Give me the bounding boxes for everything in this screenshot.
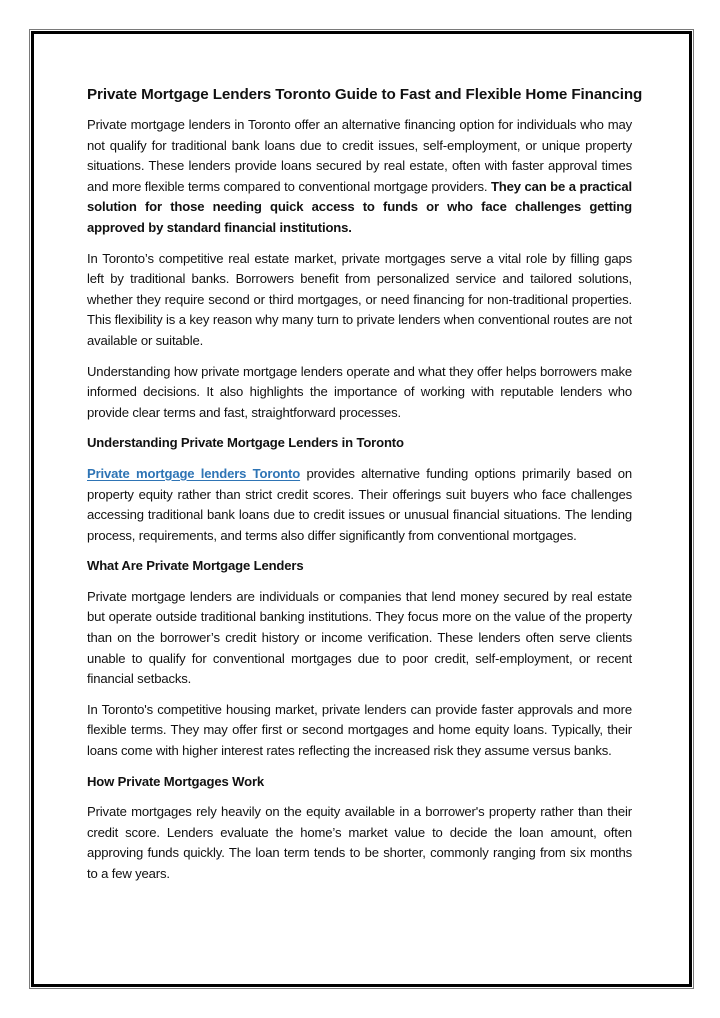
paragraph-lenders-toronto (87, 464, 632, 546)
intro-bold-text: They can be a practical solution for those needing quick access to funds or who face challenges getting approved by standard financial institutions. (87, 178, 632, 235)
document-title: Private Mortgage Lenders Toronto Guide to Fast and Flexible Home Financing (87, 86, 643, 103)
document-content (87, 86, 643, 895)
private-mortgage-lenders-link[interactable]: Private mortgage lenders Toronto (87, 465, 301, 481)
paragraph-market-role: In Toronto’s competitive real estate market, private mortgages serve a vital role by filling gaps left by traditional banks. Borrowers benefit from personalized service and tailored solutions, whether they require second or third mortgages, or need financing for non-traditional properties. This flexibility is a key reason why many turn to private lenders when conventional routes are not available or suitable. (87, 250, 632, 348)
intro-paragraph (87, 115, 632, 239)
intro-text: Private mortgage lenders in Toronto offer an alternative financing option for individuals who may not qualify for traditional bank loans due to credit issues, self-employment, or unique property situations. These lenders provide loans secured by real estate, often with faster approval times and more flexible terms compared to conventional mortgage providers. (87, 117, 632, 194)
paragraph-what-are-2: In Toronto's competitive housing market, private lenders can provide faster approvals and more flexible terms. They may offer first or second mortgages and home equity loans. Typically, their loans come with higher interest rates reflecting the increased risk they assume versus banks. (87, 701, 632, 759)
section-heading-how-work: How Private Mortgages Work (87, 773, 265, 789)
section-heading-what-are: What Are Private Mortgage Lenders (87, 558, 304, 574)
paragraph-understanding: Understanding how private mortgage lenders operate and what they offer helps borrowers make informed decisions. It also highlights the importance of working with reputable lenders who provide clear terms and fast, straightforward processes. (87, 363, 632, 420)
paragraph-what-are-1: Private mortgage lenders are individuals or companies that lend money secured by real estate but operate outside traditional banking institutions. They focus more on the value of the property than on the borrower’s credit history or income verification. These lenders often serve clients unable to qualify for conventional mortgages due to poor credit, self-employment, or recent financial setbacks. (87, 588, 632, 687)
section-heading-understanding: Understanding Private Mortgage Lenders in Toronto (87, 435, 404, 451)
paragraph-lenders-toronto-text: provides alternative funding options primarily based on property equity rather than strict credit scores. Their offerings suit buyers who face challenges accessing traditional bank loans due to credit issues or unusual financial situations. The lending process, requirements, and terms also differ significantly from conventional mortgages. (87, 465, 632, 543)
paragraph-how-work: Private mortgages rely heavily on the equity available in a borrower's property rather than their credit score. Lenders evaluate the home’s market value to decide the loan amount, often approving funds quickly. The loan term tends to be shorter, commonly ranging from six months to a few years. (87, 804, 632, 881)
